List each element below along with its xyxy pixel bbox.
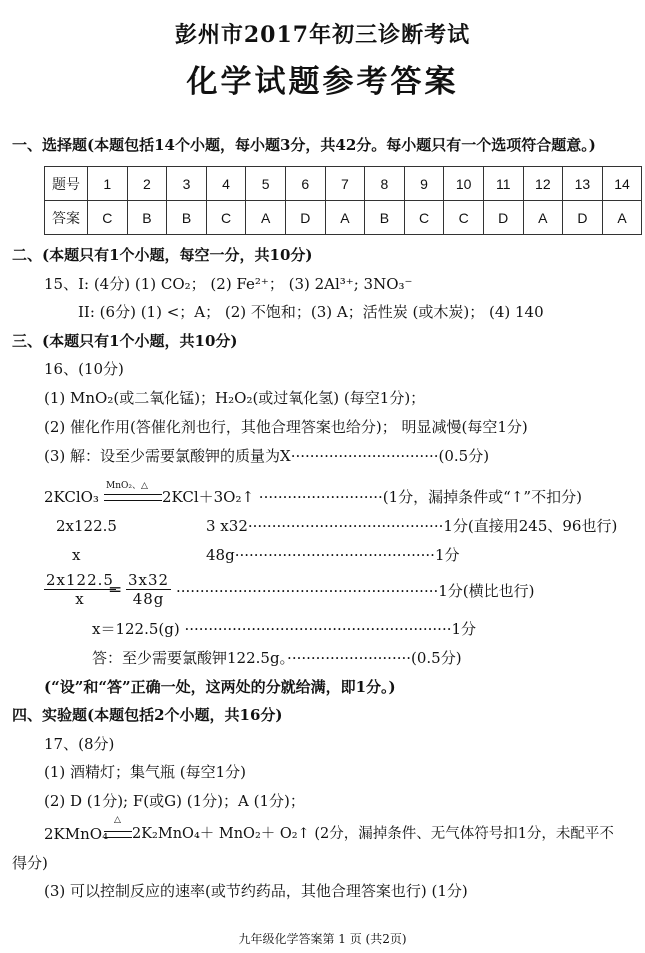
- equals-sign: =: [108, 580, 123, 600]
- exam-title: 彭州市2017年初三诊断考试: [174, 22, 471, 48]
- eq2-wrap: 得分): [12, 854, 48, 872]
- eq2-product: 2K₂MnO₄＋ MnO₂＋ O₂↑ (2分，漏掉条件、无气体符号扣1分，未配平不: [132, 826, 614, 842]
- fraction-right-denominator: 48g: [132, 590, 165, 608]
- q17-line1: (1) 酒精灯；集气瓶 (每空1分): [44, 763, 247, 781]
- section3-title: 三、(本题只有1个小题，共10分): [12, 332, 238, 350]
- answer-cell: B: [365, 201, 405, 235]
- fraction-left-numerator: 2x122.5: [46, 571, 114, 589]
- q17-line3: (3) 可以控制反应的速率(或节约药品，其他合理答案也行) (1分): [44, 882, 468, 900]
- q-number: 13: [563, 167, 603, 201]
- answer-cell: A: [602, 201, 642, 235]
- eq1-reactant: 2KClO₃: [44, 488, 99, 506]
- answer-cell: C: [444, 201, 484, 235]
- q16-note: (“设”和“答”正确一处，这两处的分就给满，即1分。): [44, 678, 396, 696]
- q16-heading: 16、(10分): [44, 360, 124, 378]
- answer-row: [45, 201, 642, 235]
- q16-line2: (2) 催化作用(答催化剂也行，其他合理答案也给分)； 明显减慢(每空1分): [44, 418, 528, 436]
- q16-line1: (1) MnO₂(或二氧化锰)；H₂O₂(或过氧化氢) (每空1分)；: [44, 389, 426, 407]
- q-number: 10: [444, 167, 484, 201]
- q16-line3: (3) 解：设至少需要氯酸钾的质量为X·······························(0.5分): [44, 447, 490, 465]
- eq2-reaction-sign: [104, 831, 132, 838]
- q-number: 6: [285, 167, 325, 201]
- answer-cell: D: [483, 201, 523, 235]
- answer-cell: A: [246, 201, 286, 235]
- calc-row1-left: 2x122.5: [56, 517, 117, 535]
- fraction-right: [126, 571, 171, 608]
- q-number: 8: [365, 167, 405, 201]
- eq2-reactant: 2KMnO₄: [44, 825, 109, 843]
- answer-cell: C: [206, 201, 246, 235]
- q-number: 5: [246, 167, 286, 201]
- page-footer: 九年级化学答案第 1 页 (共2页): [238, 932, 407, 946]
- answer-key-title: 化学试题参考答案: [186, 64, 459, 100]
- q15-part-ii: II: (6分) (1) <；A； (2) 不饱和；(3) A；活性炭 (或木炭)； (4) 140: [78, 303, 544, 321]
- answer-cell: B: [167, 201, 207, 235]
- q-number: 9: [404, 167, 444, 201]
- answer-cell: C: [404, 201, 444, 235]
- answer-cell: D: [285, 201, 325, 235]
- answer-table: [44, 166, 642, 235]
- q-number: 14: [602, 167, 642, 201]
- eq1-reaction-sign: [104, 494, 162, 501]
- section1-title: 一、选择题(本题包括14个小题，每小题3分，共42分。每小题只有一个选项符合题意。): [12, 136, 596, 154]
- answer-cell: A: [523, 201, 563, 235]
- q16-answer: 答：至少需要氯酸钾122.5g。··························(0.5分): [92, 649, 462, 667]
- answer-cell: D: [563, 201, 603, 235]
- q-number: 1: [88, 167, 128, 201]
- row-label-answer: 答案: [45, 201, 88, 235]
- fraction-right-numerator: 3x32: [128, 571, 170, 589]
- fraction-left: [44, 571, 116, 608]
- calc-row2-left: x: [72, 546, 81, 564]
- question-number-row: [45, 167, 642, 201]
- eq2-condition: △: [114, 815, 121, 825]
- q15-part-i: 15、I: (4分) (1) CO₂； (2) Fe²⁺； (3) 2Al³⁺; 3NO₃⁻: [44, 275, 413, 293]
- q17-line2: (2) D (1分); F(或G) (1分)；A (1分)；: [44, 792, 305, 810]
- eq1-product: 2KCl＋3O₂↑ ··························(1分，漏掉条件或“↑”不扣分): [162, 488, 582, 506]
- eq1-condition: MnO₂、△: [106, 481, 148, 491]
- q-number: 4: [206, 167, 246, 201]
- q-number: 11: [483, 167, 523, 201]
- q-number: 7: [325, 167, 365, 201]
- calc-row2-right: 48g··········································1分: [206, 546, 460, 564]
- q-number: 12: [523, 167, 563, 201]
- fraction-left-denominator: x: [75, 590, 85, 608]
- row-label-question: 题号: [45, 167, 88, 201]
- section4-title: 四、实验题(本题包括2个小题，共16分): [12, 706, 283, 724]
- section2-title: 二、(本题只有1个小题，每空一分，共10分): [12, 246, 313, 264]
- calc-row1-right: 3 x32·········································1分(直接用245、96也行): [206, 517, 618, 535]
- answer-cell: B: [127, 201, 167, 235]
- answer-cell: A: [325, 201, 365, 235]
- q-number: 3: [167, 167, 207, 201]
- q17-heading: 17、(8分): [44, 735, 115, 753]
- fraction-score: ·······················································1分(横比也行): [176, 582, 535, 600]
- q-number: 2: [127, 167, 167, 201]
- x-result: x＝122.5(g) ························································1分: [92, 620, 477, 638]
- answer-cell: C: [88, 201, 128, 235]
